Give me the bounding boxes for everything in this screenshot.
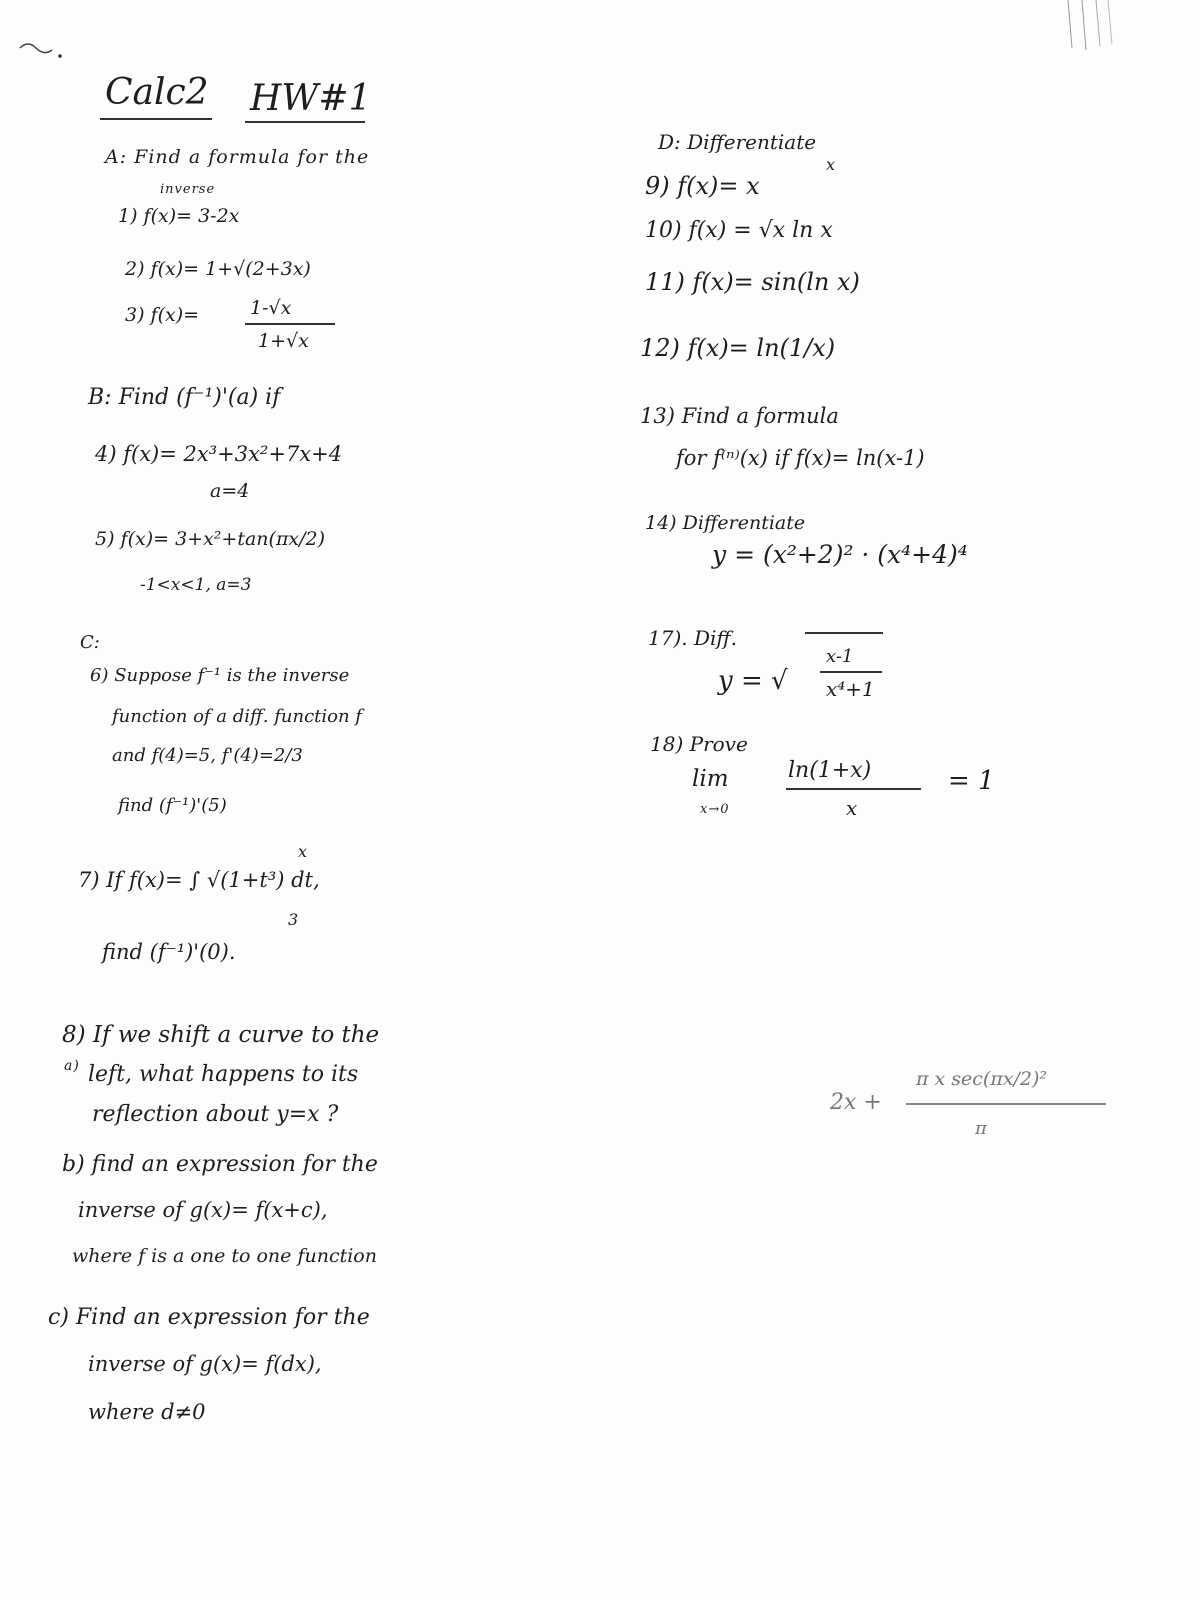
pencil-note-fraction-bar — [906, 1103, 1106, 1105]
problem-17-denominator: x⁴+1 — [826, 677, 875, 701]
hw-underline — [245, 121, 365, 123]
section-b-heading: B: Find (f⁻¹)'(a) if — [88, 385, 281, 410]
problem-3-fraction-bar — [245, 323, 335, 325]
problem-14-line-2: y = (x²+2)² · (x⁴+4)⁴ — [712, 540, 968, 569]
problem-18-line-1: 18) Prove — [650, 732, 748, 756]
problem-7-find: find (f⁻¹)'(0). — [102, 940, 236, 964]
problem-3-lhs: 3) f(x)= — [125, 304, 200, 326]
problem-6-line-4: find (f⁻¹)'(5) — [118, 795, 227, 816]
problem-8c-line-1: c) Find an expression for the — [48, 1305, 370, 1330]
problem-13-line-1: 13) Find a formula — [640, 404, 839, 428]
problem-8b-line-1: b) find an expression for the — [62, 1152, 378, 1177]
problem-17-line-1: 17). Diff. — [648, 626, 737, 650]
problem-8b-line-3: where f is a one to one function — [72, 1245, 377, 1267]
problem-2: 2) f(x)= 1+√(2+3x) — [125, 258, 311, 280]
section-c-heading: C: — [80, 632, 100, 653]
problem-4: 4) f(x)= 2x³+3x²+7x+4 — [95, 442, 343, 466]
problem-8-line-3: reflection about y=x ? — [92, 1102, 339, 1127]
problem-6-line-1: 6) Suppose f⁻¹ is the inverse — [90, 665, 350, 686]
problem-9: 9) f(x)= x — [645, 172, 760, 200]
problem-14-line-1: 14) Differentiate — [645, 512, 806, 534]
problem-17-lhs: y = √ — [718, 666, 788, 696]
problem-5-a: -1<x<1, a=3 — [140, 575, 252, 595]
problem-17-root-bar — [805, 632, 883, 634]
problem-18-denominator: x — [846, 796, 858, 820]
scan-margin-marks — [1060, 0, 1120, 60]
problem-7-lower-limit: 3 — [288, 910, 300, 929]
problem-18-numerator: ln(1+x) — [788, 758, 872, 783]
problem-11: 11) f(x)= sin(ln x) — [645, 268, 860, 296]
problem-7: 7) If f(x)= ∫ √(1+t³) dt, — [78, 868, 320, 892]
section-a-sub: inverse — [160, 182, 216, 197]
problem-18-lim: lim — [692, 766, 729, 792]
problem-13-line-2: for f⁽ⁿ⁾(x) if f(x)= ln(x-1) — [676, 446, 925, 470]
problem-7-upper-limit: x — [298, 842, 309, 861]
problem-8c-line-2: inverse of g(x)= f(dx), — [88, 1352, 322, 1376]
problem-12: 12) f(x)= ln(1/x) — [640, 334, 836, 362]
problem-4-a: a=4 — [210, 480, 250, 502]
pencil-note-lhs: 2x + — [830, 1090, 882, 1115]
problem-8-a-label: a) — [64, 1058, 80, 1074]
problem-6-line-2: function of a diff. function f — [112, 706, 362, 727]
problem-17-numerator: x-1 — [826, 646, 854, 667]
problem-3-denominator: 1+√x — [258, 330, 309, 352]
problem-1: 1) f(x)= 3-2x — [118, 205, 240, 227]
problem-8b-line-2: inverse of g(x)= f(x+c), — [78, 1198, 328, 1222]
scan-corner-mark — [18, 38, 68, 68]
problem-9-exponent: x — [826, 155, 837, 174]
problem-5: 5) f(x)= 3+x²+tan(πx/2) — [95, 528, 326, 550]
problem-18-rhs: = 1 — [948, 766, 995, 796]
problem-8c-line-3: where d≠0 — [88, 1400, 206, 1424]
section-d-heading: D: Differentiate — [658, 130, 817, 154]
problem-17-fraction-bar — [820, 671, 882, 673]
problem-3-numerator: 1-√x — [250, 297, 292, 319]
problem-10: 10) f(x) = √x ln x — [645, 218, 833, 243]
pencil-note-numerator: π x sec(πx/2)² — [916, 1068, 1048, 1090]
hw-title: HW#1 — [250, 78, 372, 119]
section-a-heading: A: Find a formula for the — [105, 146, 370, 168]
problem-8-line-1: 8) If we shift a curve to the — [62, 1022, 380, 1048]
problem-18-fraction-bar — [786, 788, 921, 790]
problem-6-line-3: and f(4)=5, f'(4)=2/3 — [112, 745, 303, 766]
course-title: Calc2 — [105, 72, 209, 113]
problem-18-lim-sub: x→0 — [700, 802, 730, 817]
title-underline — [100, 118, 212, 120]
problem-8-line-2: left, what happens to its — [88, 1062, 359, 1087]
pencil-note-denominator: π — [975, 1118, 987, 1139]
